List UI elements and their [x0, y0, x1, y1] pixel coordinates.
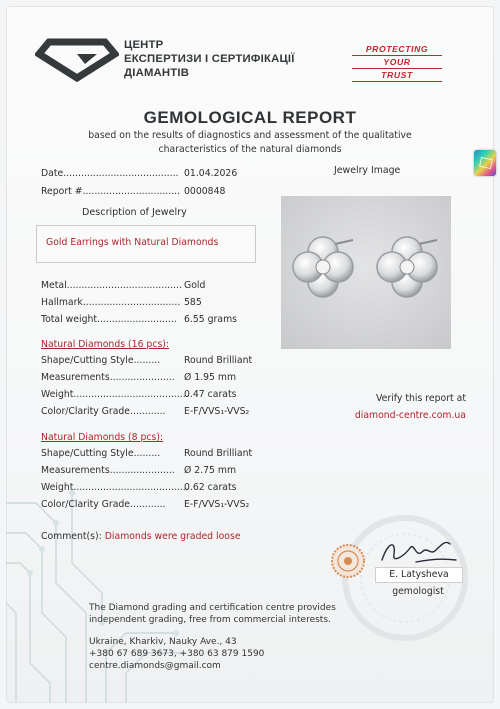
org-name-line3: ДІАМАНТІВ [124, 67, 190, 79]
grade-value: E-F/VVS₁-VVS₂ [184, 499, 250, 510]
weight-value: 0.62 carats [184, 482, 237, 493]
jewelry-image-heading: Jewelry Image [334, 165, 401, 176]
grade-label: Color/Clarity Grade............ [41, 406, 166, 417]
measurements-value: Ø 1.95 mm [184, 372, 237, 383]
verify-url-link[interactable]: diamond-centre.com.ua [354, 410, 466, 421]
metal-value: Gold [184, 280, 206, 291]
slogan-line1: PROTECTING [352, 43, 442, 56]
weight-label: Weight....................................... [41, 389, 189, 400]
grade-label: Color/Clarity Grade............ [41, 499, 166, 510]
footer-address: Ukraine, Kharkiv, Nauky Ave., 43 [89, 637, 237, 647]
measurements-value: Ø 2.75 mm [184, 465, 237, 476]
footer-line1: The Diamond grading and certification centre provides [89, 603, 336, 613]
stamp-seal-icon [330, 543, 366, 579]
verify-block [330, 390, 466, 424]
comment-text: Diamonds were graded loose [104, 531, 241, 542]
metal-label: Metal....................................... [41, 280, 182, 291]
measurements-label: Measurements...................... [41, 372, 175, 383]
description-text: Gold Earrings with Natural Diamonds [46, 237, 219, 248]
subtitle-line2: characteristics of the natural diamonds [158, 144, 342, 155]
comment-row [41, 531, 241, 542]
report-number-value: 0000848 [184, 186, 226, 197]
weight-label: Weight....................................... [41, 482, 189, 493]
shape-label: Shape/Cutting Style......... [41, 448, 161, 459]
total-weight-label: Total weight........................... [41, 314, 177, 325]
weight-value: 0.47 carats [184, 389, 237, 400]
description-heading: Description of Jewelry [82, 207, 187, 218]
total-weight-value: 6.55 grams [184, 314, 237, 325]
shape-value: Round Brilliant [184, 355, 253, 366]
subtitle-line1: based on the results of diagnostics and assessment of the qualitative [88, 130, 412, 141]
gemologist-name: E. Latysheva [375, 567, 463, 583]
org-name-line2: ЕКСПЕРТИЗИ І СЕРТИФІКАЦІЇ [124, 53, 295, 65]
org-name-line1: ЦЕНТР [124, 39, 164, 51]
comment-label: Comment(s): [41, 531, 102, 542]
verify-text: Verify this report at [376, 393, 466, 404]
footer-email-link[interactable]: centre.diamonds@gmail.com [89, 661, 221, 671]
hallmark-value: 585 [184, 297, 202, 308]
slogan-line2: YOUR [352, 56, 442, 69]
report-subtitle [40, 129, 460, 157]
diamonds-group2-heading: Natural Diamonds (8 pcs): [41, 432, 164, 443]
gemologist-signature [376, 534, 460, 568]
shape-label: Shape/Cutting Style......... [41, 355, 161, 366]
report-title: GEMOLOGICAL REPORT [143, 108, 357, 127]
slogan-line3: TRUST [352, 69, 442, 82]
footer-statement [89, 602, 336, 626]
hallmark-label: Hallmark................................. [41, 297, 181, 308]
jewelry-photo [281, 196, 451, 349]
measurements-label: Measurements...................... [41, 465, 175, 476]
hologram-sticker [474, 150, 496, 176]
footer-contacts [89, 636, 264, 672]
footer-line2: independent grading, free from commercial interests. [89, 615, 331, 625]
diamonds-group1-heading: Natural Diamonds (16 pcs): [41, 339, 170, 350]
footer-phones: +380 67 689 3673, +380 63 879 1590 [89, 649, 265, 659]
diamond-centre-logo [35, 36, 119, 82]
shape-value: Round Brilliant [184, 448, 253, 459]
organization-name [124, 38, 295, 80]
slogan [352, 43, 442, 82]
date-label: Date....................................... [41, 168, 179, 179]
date-value: 01.04.2026 [184, 168, 238, 179]
report-number-label: Report #................................. [41, 186, 181, 197]
gemologist-title: gemologist [392, 586, 444, 597]
grade-value: E-F/VVS₁-VVS₂ [184, 406, 250, 417]
